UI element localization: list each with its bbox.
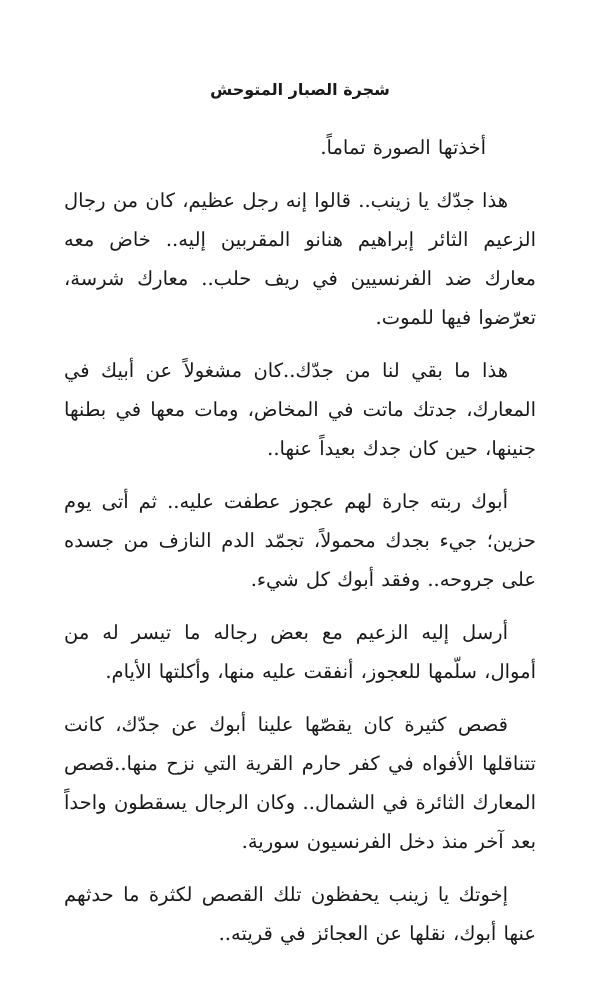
body-text: [64, 128, 536, 953]
paragraph: قصص كثيرة كان يقصّها علينا أبوك عن جدّك، كانت تتناقلها الأفواه في كفر حارم القرية التي نزح منها..قصص المعارك الثائرة في الشمال.. وكان الرجال يسقطون واحداً بعد آخر منذ دخل الفرنسيون سورية.: [64, 713, 536, 853]
paragraph: أبوك ربته جارة لهم عجوز عطفت عليه.. ثم أتى يوم حزين؛ جيء بجدك محمولاً، تجمّد الدم النازف من جسده على جروحه.. وفقد أبوك كل شيء.: [64, 490, 536, 591]
paragraph: إخوتك يا زينب يحفظون تلك القصص لكثرة ما حدثهم عنها أبوك، نقلها عن العجائز في قريته..: [64, 883, 536, 945]
chapter-title: شجرة الصبار المتوحش: [210, 80, 390, 99]
paragraph: أخذتها الصورة تماماً.: [320, 136, 486, 159]
paragraph: أرسل إليه الزعيم مع بعض رجاله ما تيسر له من أموال، سلّمها للعجوز، أنفقت عليه منها، وأكلتها الأيام.: [64, 621, 536, 683]
paragraph: هذا جدّك يا زينب.. قالوا إنه رجل عظيم، كان من رجال الزعيم الثائر إبراهيم هنانو المقربين إليه.. خاض معه معارك ضد الفرنسيين في ريف حلب.. معارك شرسة، تعرّضوا فيها للموت.: [64, 189, 536, 329]
paragraph: هذا ما بقي لنا من جدّك..كان مشغولاً عن أبيك في المعارك، جدتك ماتت في المخاض، ومات معها في بطنها جنينها، حين كان جدك بعيداً عنها..: [64, 359, 536, 460]
